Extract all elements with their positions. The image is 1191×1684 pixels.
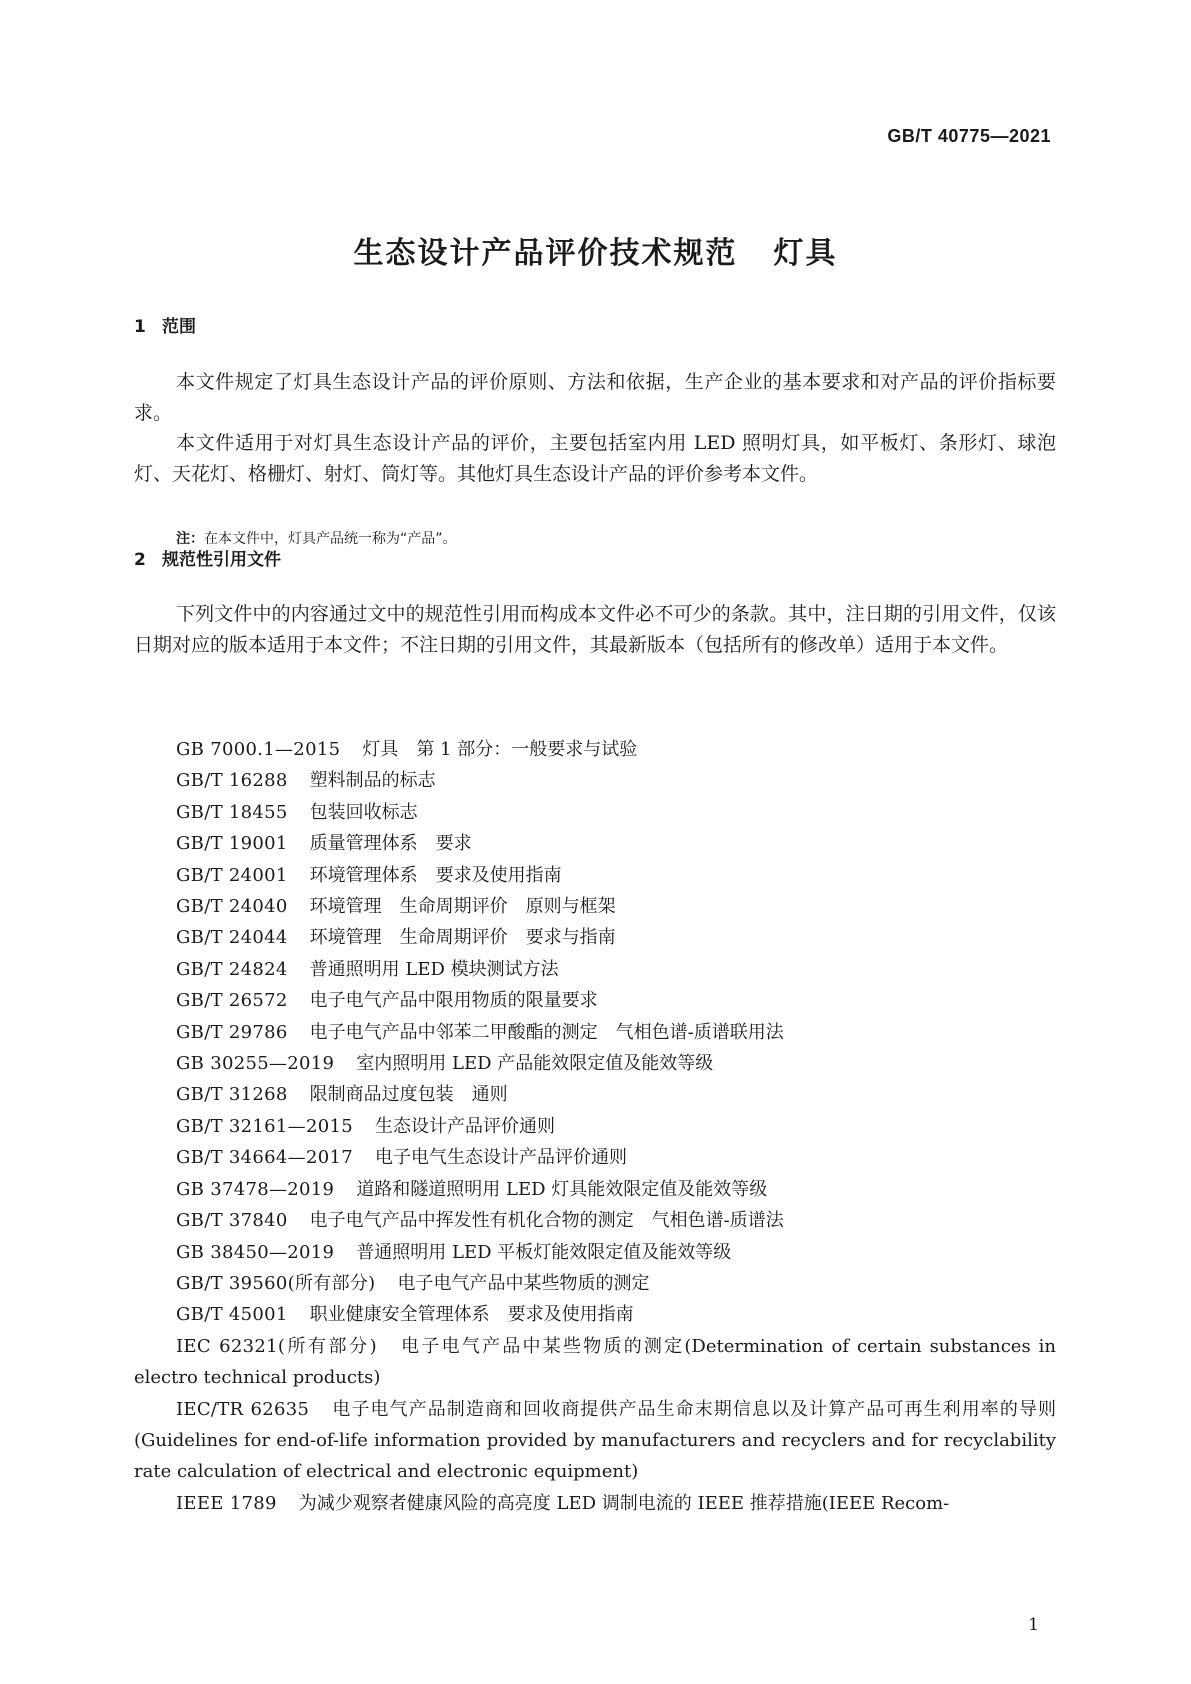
reference-item: GB/T 24044 环境管理 生命周期评价 要求与指南 — [176, 927, 616, 949]
reference-item: GB/T 18455 包装回收标志 — [176, 801, 418, 823]
reference-item: GB/T 19001 质量管理体系 要求 — [176, 833, 472, 855]
title-sub: 灯具 — [773, 236, 838, 271]
reference-item: IEC 62321(所有部分) 电子电气产品中某些物质的测定(Determination of certain substances in electro technical products) — [134, 1335, 1056, 1389]
reference-item: GB/T 16288 塑料制品的标志 — [176, 770, 436, 792]
section-1-heading — [134, 312, 196, 337]
note-label: 注： — [176, 531, 204, 547]
reference-item: GB/T 24001 环境管理体系 要求及使用指南 — [176, 864, 562, 886]
section-1-paragraph-2: 本文件适用于对灯具生态设计产品的评价，主要包括室内用 LED 照明灯具，如平板灯、条形灯、球泡灯、天花灯、格栅灯、射灯、筒灯等。其他灯具生态设计产品的评价参考本文件。 — [134, 432, 1056, 485]
normative-references-list — [134, 734, 1056, 1519]
note-text: 在本文件中，灯具产品统一称为“产品”。 — [204, 531, 457, 547]
reference-item: GB/T 24824 普通照明用 LED 模块测试方法 — [176, 958, 559, 980]
document-title — [0, 228, 1191, 272]
reference-item: GB/T 37840 电子电气产品中挥发性有机化合物的测定 气相色谱-质谱法 — [176, 1210, 784, 1232]
reference-item: GB/T 32161—2015 生态设计产品评价通则 — [176, 1115, 555, 1137]
reference-item: GB/T 39560(所有部分) 电子电气产品中某些物质的测定 — [176, 1272, 650, 1294]
reference-item: GB 30255—2019 室内照明用 LED 产品能效限定值及能效等级 — [176, 1053, 714, 1075]
reference-item: IEEE 1789 为减少观察者健康风险的高亮度 LED 调制电流的 IEEE 推荐措施(IEEE Recom- — [176, 1492, 950, 1514]
section-1-title: 范围 — [162, 317, 196, 337]
reference-item: GB/T 34664—2017 电子电气生态设计产品评价通则 — [176, 1147, 627, 1169]
reference-item: GB/T 24040 环境管理 生命周期评价 原则与框架 — [176, 896, 616, 918]
section-2-title: 规范性引用文件 — [162, 550, 281, 570]
standard-number: GB/T 40775—2021 — [887, 126, 1051, 146]
section-2-number: 2 — [134, 550, 146, 570]
section-1-number: 1 — [134, 317, 146, 337]
reference-item: GB 38450—2019 普通照明用 LED 平板灯能效限定值及能效等级 — [176, 1241, 732, 1263]
reference-item: GB/T 29786 电子电气产品中邻苯二甲酸酯的测定 气相色谱-质谱联用法 — [176, 1021, 784, 1043]
reference-item: IEC/TR 62635 电子电气产品制造商和回收商提供产品生命末期信息以及计算产品可再生利用率的导则(Guidelines for end-of-life information provided by manufacturers and recyclers and for recyclability rate calculation of electrical and electronic equipment) — [134, 1398, 1057, 1483]
section-1-paragraph-1: 本文件规定了灯具生态设计产品的评价原则、方法和依据，生产企业的基本要求和对产品的评价指标要求。 — [134, 371, 1056, 424]
section-2-heading — [134, 545, 281, 570]
reference-item: GB/T 45001 职业健康安全管理体系 要求及使用指南 — [176, 1304, 634, 1326]
reference-item: GB/T 26572 电子电气产品中限用物质的限量要求 — [176, 990, 598, 1012]
reference-item: GB/T 31268 限制商品过度包装 通则 — [176, 1084, 508, 1106]
reference-item: GB 37478—2019 道路和隧道照明用 LED 灯具能效限定值及能效等级 — [176, 1178, 768, 1200]
title-main: 生态设计产品评价技术规范 — [353, 236, 738, 271]
reference-item: GB 7000.1—2015 灯具 第 1 部分：一般要求与试验 — [176, 739, 638, 760]
page-number: 1 — [1028, 1615, 1039, 1635]
section-2-intro: 下列文件中的内容通过文中的规范性引用而构成本文件必不可少的条款。其中，注日期的引用文件，仅该日期对应的版本适用于本文件；不注日期的引用文件，其最新版本（包括所有的修改单）适用于本文件。 — [134, 603, 1056, 656]
